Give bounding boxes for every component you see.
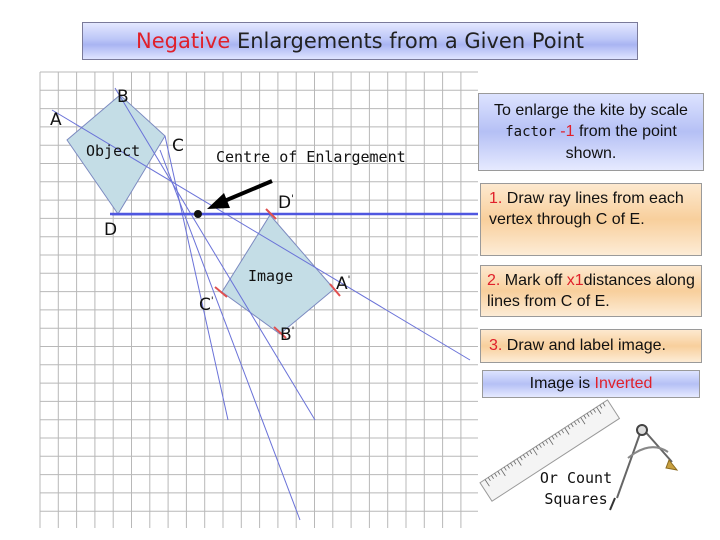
ray-from-C	[165, 136, 228, 420]
step-1-text: Draw ray lines from each vertex through C of E.	[489, 190, 684, 228]
scale-factor-value: -1	[560, 123, 575, 140]
inverted-text: Image is	[529, 375, 591, 392]
prime-mark: '	[210, 295, 214, 307]
inverted-word: Inverted	[594, 375, 653, 392]
step-2-text: Mark off	[504, 272, 563, 289]
prime-mark: '	[291, 325, 295, 337]
step-2-box	[480, 265, 702, 317]
centre-point	[194, 210, 202, 218]
count-line-2: Squares	[544, 490, 608, 508]
arrow-icon	[207, 181, 272, 209]
label-centre: Centre of Enlargement	[216, 148, 406, 166]
label-D-image	[278, 193, 294, 213]
label-C-image-letter: C	[199, 295, 211, 315]
title-negative: Negative	[136, 29, 231, 53]
step-1-box	[480, 183, 702, 256]
label-C: C	[172, 136, 184, 156]
label-image: Image	[248, 267, 294, 285]
step-3-text: Draw and label image.	[506, 337, 666, 354]
title-rest: Enlargements from a Given Point	[230, 29, 584, 53]
label-A-image-letter: A	[336, 274, 348, 294]
compass-icon	[610, 425, 677, 510]
instruction-code: factor	[505, 124, 556, 140]
step-1-number: 1.	[489, 190, 503, 207]
instruction-text-end: from the point shown.	[565, 123, 677, 162]
label-A-image	[336, 274, 350, 294]
step-3-number: 3.	[489, 337, 503, 354]
label-D: D	[104, 220, 118, 240]
inverted-note	[482, 370, 700, 398]
label-B-image-letter: B	[280, 325, 292, 345]
prime-mark: '	[291, 193, 294, 205]
step-2-number: 2.	[487, 272, 501, 289]
label-B: B	[117, 87, 129, 107]
label-A: A	[50, 110, 62, 130]
prime-mark: '	[347, 274, 351, 286]
count-squares-note	[536, 468, 616, 510]
instruction-text: To enlarge the kite by scale	[494, 102, 688, 119]
instruction-box	[478, 93, 704, 171]
label-object: Object	[86, 142, 141, 160]
label-C-image	[199, 295, 214, 315]
count-line-1: Or Count	[539, 469, 613, 487]
step-2-text-end: distances along lines from C of E.	[487, 272, 695, 310]
label-B-image	[280, 325, 294, 345]
step-3-box	[480, 329, 702, 363]
label-D-image-letter: D	[278, 193, 292, 213]
step-2-value: x1	[566, 272, 584, 289]
